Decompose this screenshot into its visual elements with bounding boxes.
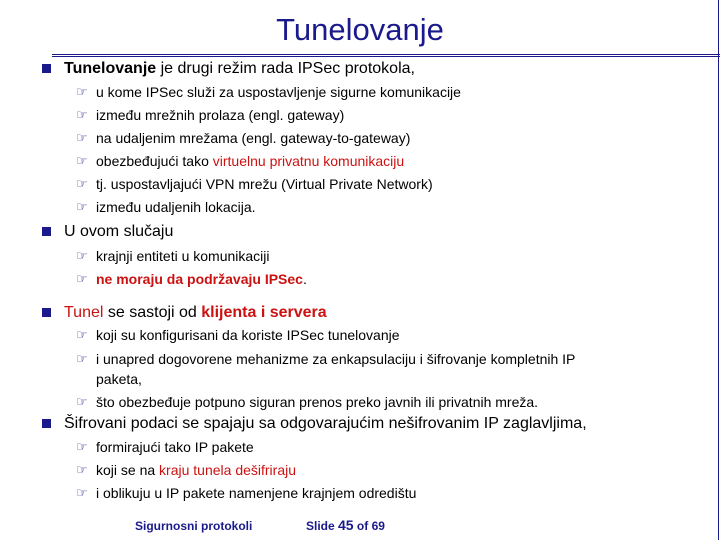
- pointing-hand-icon: ☞: [76, 463, 88, 478]
- page-title: Tunelovanje: [276, 12, 444, 47]
- list-item-text: i unapred dogovorene mehanizme za enkapsulaciju i šifrovanje kompletnih IP: [96, 351, 576, 367]
- term-tunelovanje: Tunelovanje: [64, 60, 157, 77]
- slide-total: 69: [371, 519, 385, 533]
- bullet-text: Šifrovani podaci se spajaju sa odgovarajućim nešifrovanim IP zaglavljima,: [64, 415, 587, 432]
- slide-number: 45: [338, 517, 354, 533]
- term-klijent-server: klijenta i servera: [201, 304, 327, 321]
- pointing-hand-icon: ☞: [76, 108, 88, 123]
- list-item-text: između udaljenih lokacija.: [96, 199, 256, 215]
- list-item-text: između mrežnih prolaza (engl. gateway): [96, 107, 345, 123]
- list-item-text: i oblikuju u IP pakete namenjene krajnjem odredištu: [96, 485, 417, 501]
- list-item-text: na udaljenim mrežama (engl. gateway-to-gateway): [96, 130, 411, 146]
- list-item-text: što obezbeđuje potpuno siguran prenos preko javnih ili privatnih mreža.: [96, 394, 539, 410]
- highlight-vpn-text: virtuelnu privatnu komunikaciju: [212, 153, 405, 169]
- pointing-hand-icon: ☞: [76, 200, 88, 215]
- highlight-ipsec-text: ne moraju da podržavaju IPSec: [96, 271, 303, 287]
- pointing-hand-icon: ☞: [76, 177, 88, 192]
- list-item-text: krajnji entiteti u komunikaciji: [96, 248, 270, 264]
- term-tunel: Tunel: [64, 304, 104, 321]
- list-item-text: tj. uspostavljajući VPN mrežu (Virtual Private Network): [96, 176, 433, 192]
- square-bullet-icon: [42, 308, 51, 317]
- highlight-decrypt-text: kraju tunela dešifriraju: [159, 462, 297, 478]
- list-item-text: paketa,: [96, 371, 142, 387]
- title-rule: [52, 54, 720, 55]
- footer-course-title: Sigurnosni protokoli: [135, 519, 253, 533]
- of-label: of: [353, 519, 372, 533]
- pointing-hand-icon: ☞: [76, 249, 88, 264]
- pointing-hand-icon: ☞: [76, 131, 88, 146]
- list-item-text: koji su konfigurisani da koriste IPSec tunelovanje: [96, 327, 400, 343]
- bullet-text: se sastoji od: [103, 304, 202, 321]
- bullet-text: U ovom slučaju: [64, 223, 174, 240]
- pointing-hand-icon: ☞: [76, 154, 88, 169]
- list-item-text: u kome IPSec služi za uspostavljenje sigurne komunikacije: [96, 84, 461, 100]
- square-bullet-icon: [42, 64, 51, 73]
- slide-label: Slide: [306, 519, 339, 533]
- bullet-text: je drugi režim rada IPSec protokola,: [156, 60, 415, 77]
- pointing-hand-icon: ☞: [76, 395, 88, 410]
- pointing-hand-icon: ☞: [76, 272, 88, 287]
- list-item-text: .: [302, 271, 307, 287]
- title-rule-2: [52, 56, 720, 57]
- pointing-hand-icon: ☞: [76, 440, 88, 455]
- list-item-text: formirajući tako IP pakete: [96, 439, 254, 455]
- list-item-text: koji se na: [96, 462, 160, 478]
- right-border: [718, 0, 719, 540]
- list-item-text: obezbeđujući tako: [96, 153, 213, 169]
- slide-counter: [306, 517, 385, 533]
- square-bullet-icon: [42, 419, 51, 428]
- square-bullet-icon: [42, 227, 51, 236]
- pointing-hand-icon: ☞: [76, 352, 88, 367]
- pointing-hand-icon: ☞: [76, 85, 88, 100]
- pointing-hand-icon: ☞: [76, 328, 88, 343]
- pointing-hand-icon: ☞: [76, 486, 88, 501]
